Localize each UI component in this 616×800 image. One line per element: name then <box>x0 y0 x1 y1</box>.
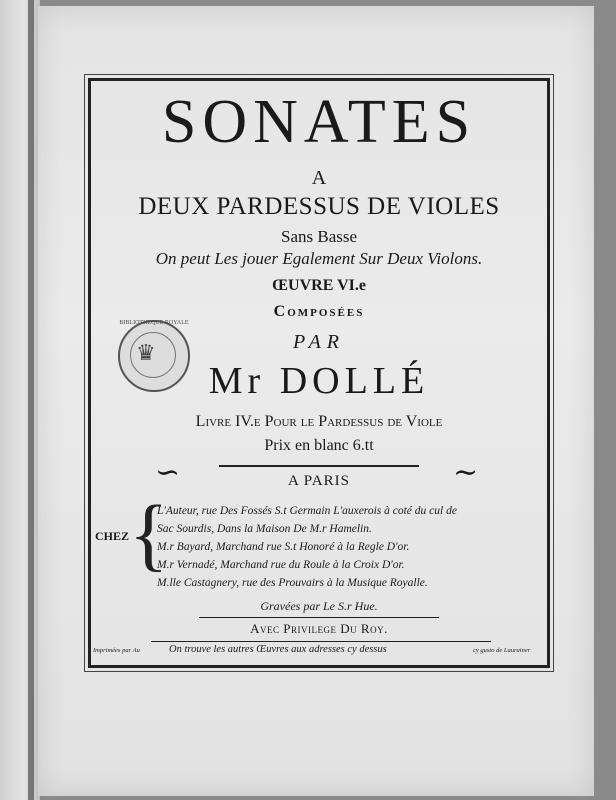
a-line: A <box>311 167 327 189</box>
gusto-note: cy gusto de Laurainer <box>473 647 531 654</box>
composer-name: Mr DOLLÉ <box>208 360 430 402</box>
par: PAR <box>292 331 346 353</box>
ornament-flourish-left: ∽ <box>155 456 181 489</box>
engraver-rule <box>199 617 439 618</box>
ornament-rule <box>219 465 419 467</box>
imprimes-note: Imprimées par Au <box>93 647 140 654</box>
engraver-line: Gravées par Le S.r Hue. <box>260 599 378 613</box>
chez-label: CHEZ <box>95 529 130 543</box>
address-line-5: M.lle Castagnery, rue des Prouvairs à la Musique Royalle. <box>157 577 428 589</box>
crown-icon: ♛ <box>136 340 156 365</box>
other-works-line: On trouve les autres Œuvres aux adresses cy dessus <box>169 644 387 655</box>
livre-line: Livre IV.e Pour le Pardessus de Viole <box>195 413 443 430</box>
book-spine <box>0 0 40 800</box>
violons-line: On peut Les jouer Egalement Sur Deux Violons. <box>155 249 483 268</box>
a-paris: A PARIS <box>288 473 350 489</box>
subtitle: DEUX PARDESSUS DE VIOLES <box>138 193 500 220</box>
address-line-2: Sac Sourdis, Dans la Maison De M.r Hamelin. <box>157 523 372 535</box>
stamp-text: BIBLIOTHEQUE ROYALE <box>119 320 189 326</box>
oeuvre: ŒUVRE VI.e <box>272 277 366 294</box>
composees: Composées <box>273 303 365 320</box>
library-stamp <box>118 320 190 392</box>
address-line-1: L'Auteur, rue Des Fossés S.t Germain L'auxerois à coté du cul de <box>157 505 457 517</box>
sans-basse: Sans Basse <box>280 227 358 246</box>
spine-shadow <box>28 0 34 800</box>
address-line-4: M.r Vernadé, Marchand rue du Roule à la Croix D'or. <box>157 559 405 571</box>
privilege-rule <box>151 641 491 642</box>
address-brace: { <box>129 488 169 579</box>
main-title: SONATES <box>161 88 477 156</box>
address-line-3: M.r Bayard, Marchand rue S.t Honoré à la Regle D'or. <box>157 541 410 553</box>
ornament-flourish-right: ∼ <box>453 456 479 489</box>
prix-line: Prix en blanc 6.tt <box>264 437 374 454</box>
privilege-line: Avec Privilege Du Roy. <box>250 621 388 636</box>
